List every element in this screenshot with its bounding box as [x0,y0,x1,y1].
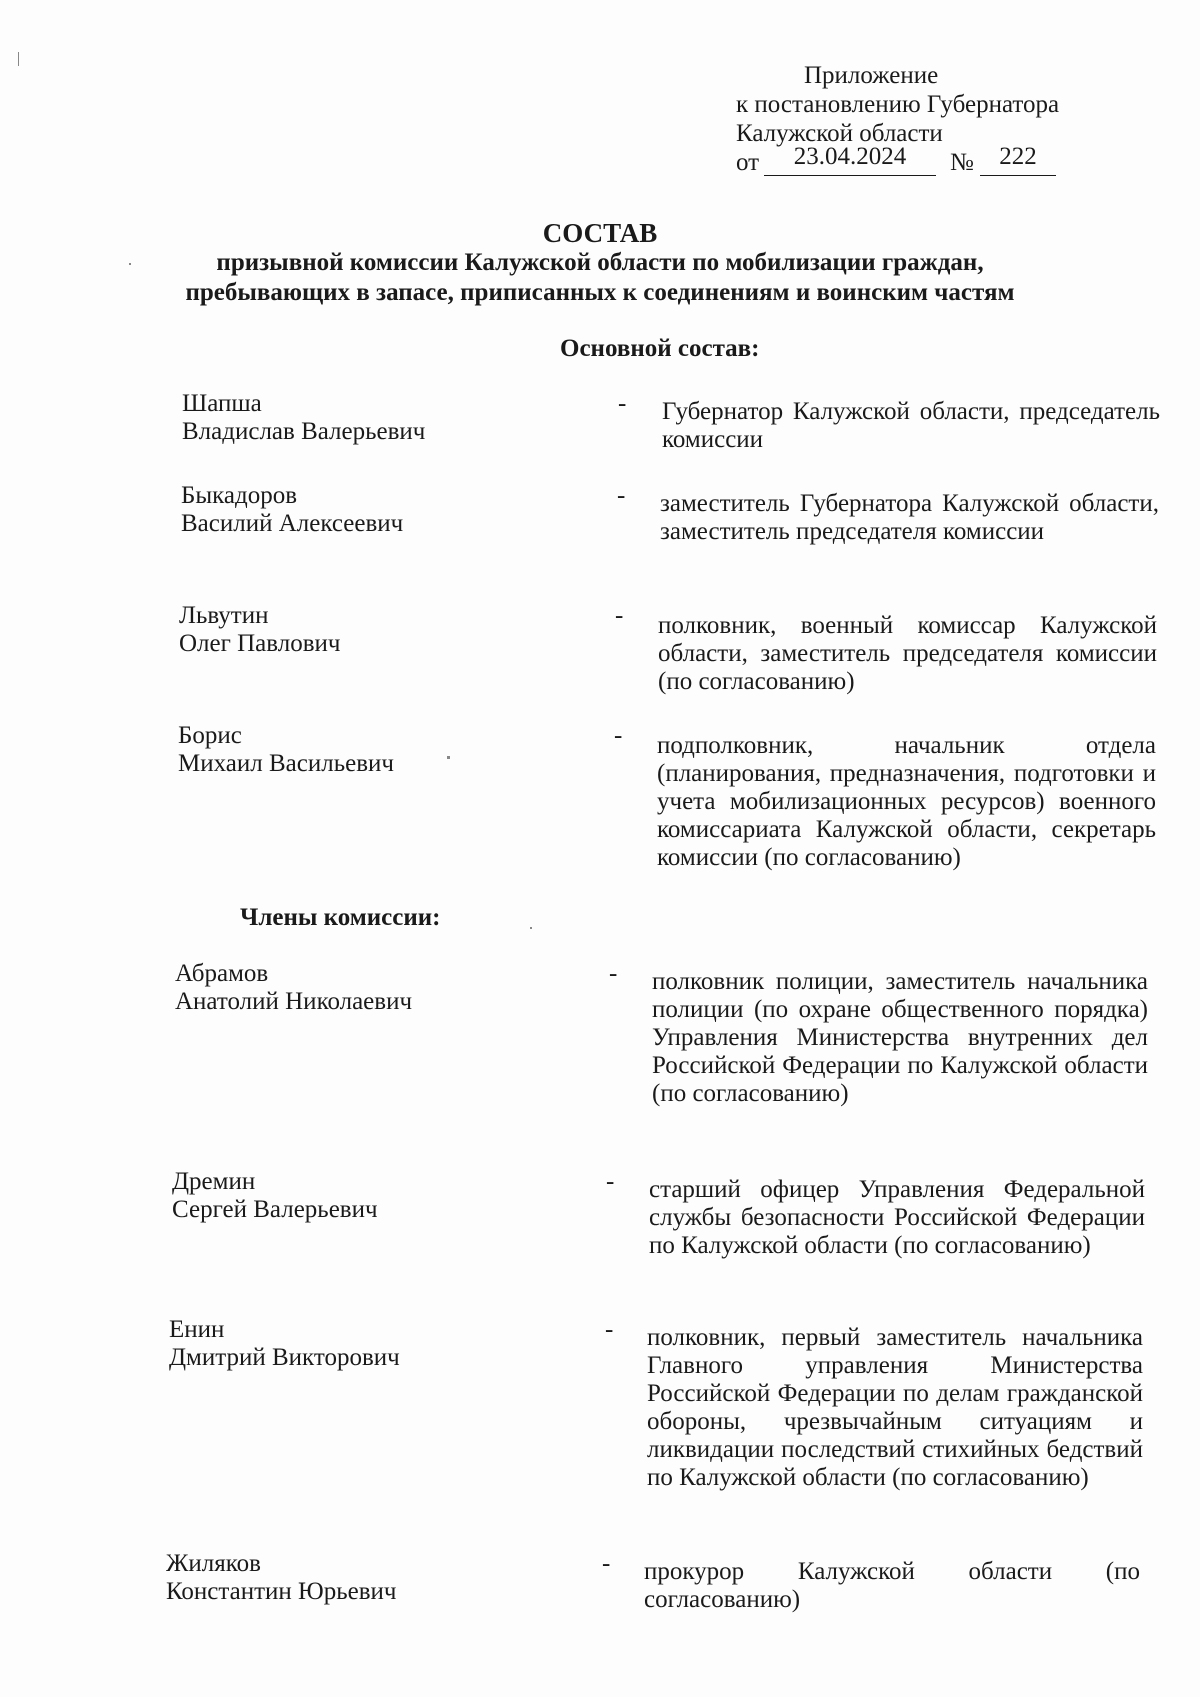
member-role: полковник, первый заместитель начальника Главного управления Министерства Российской Федерации по делам гражданской обороны, чрезвычайным ситуациям и ликвидации последствий стихийных бедствий по Калужской области (по согласованию) [647,1324,1143,1491]
member-surname: Дремин [172,1168,256,1195]
member-dash: - [602,1550,611,1577]
member-surname: Шапша [182,390,262,417]
scan-speck [18,52,19,66]
member-name [169,1316,549,1372]
member-dash: - [606,1168,615,1195]
member-surname: Жиляков [166,1550,261,1577]
title-sub-2: пребывающих в запасе, приписанных к соединениям и воинским частям [185,279,1015,306]
scan-speck [530,927,532,929]
member-role: старший офицер Управления Федеральной службы безопасности Российской Федерации по Калужской области (по согласованию) [649,1176,1145,1259]
appendix-decree-line: к постановлению Губернатора [736,91,1060,118]
member-surname: Борис [178,722,242,749]
member-name [166,1550,546,1606]
appendix-date-line [736,143,1096,178]
member-name [172,1168,552,1224]
member-name [179,602,559,658]
from-label: от [736,149,760,176]
members-section-heading: Члены комиссии: [240,904,441,931]
member-name [175,960,555,1016]
member-name [178,722,558,778]
member-dash: - [617,482,626,509]
decree-number: 222 [980,143,1056,176]
scan-speck [447,756,450,759]
member-given-names: Анатолий Николаевич [175,988,413,1015]
member-given-names: Владислав Валерьевич [182,418,426,445]
member-surname: Львутин [179,602,269,629]
member-dash: - [615,602,624,629]
member-surname: Абрамов [175,960,269,987]
title-sub-1: призывной комиссии Калужской области по мобилизации граждан, [216,249,984,276]
member-dash: - [618,390,627,417]
member-role: полковник полиции, заместитель начальника полиции (по охране общественного порядка) Управления Министерства внутренних дел Российской Федерации по Калужской области (по согласованию) [652,968,1148,1107]
member-role: прокурор Калужской области (по согласованию) [644,1558,1140,1613]
member-role: Губернатор Калужской области, председатель комиссии [662,398,1160,453]
member-dash: - [605,1316,614,1343]
member-surname: Енин [169,1316,225,1343]
member-name [181,482,561,538]
member-role: подполковник, начальник отдела (планирования, предназначения, подготовки и учета мобилизационных ресурсов) военного комиссариата Калужской области, секретарь комиссии (по согласованию) [657,732,1156,871]
number-sign: № [950,149,974,176]
member-dash: - [609,960,618,987]
member-given-names: Константин Юрьевич [166,1578,397,1605]
member-given-names: Михаил Васильевич [178,750,394,777]
appendix-header [736,62,1096,178]
member-name [182,390,562,446]
appendix-region-line: Калужской области [736,120,943,147]
scan-speck [129,263,131,265]
member-given-names: Сергей Валерьевич [172,1196,378,1223]
member-given-names: Василий Алексеевич [181,510,404,537]
appendix-label: Приложение [804,62,939,89]
member-dash: - [614,722,623,749]
member-role: заместитель Губернатора Калужской области, заместитель председателя комиссии [660,490,1159,545]
decree-date: 23.04.2024 [764,143,936,176]
member-role: полковник, военный комиссар Калужской области, заместитель председателя комиссии (по согласованию) [658,612,1157,695]
member-given-names: Олег Павлович [179,630,341,657]
title-main: СОСТАВ [542,218,658,248]
member-surname: Быкадоров [181,482,298,509]
document-title [0,218,1200,308]
main-section-heading: Основной состав: [560,335,760,362]
member-given-names: Дмитрий Викторович [169,1344,400,1371]
